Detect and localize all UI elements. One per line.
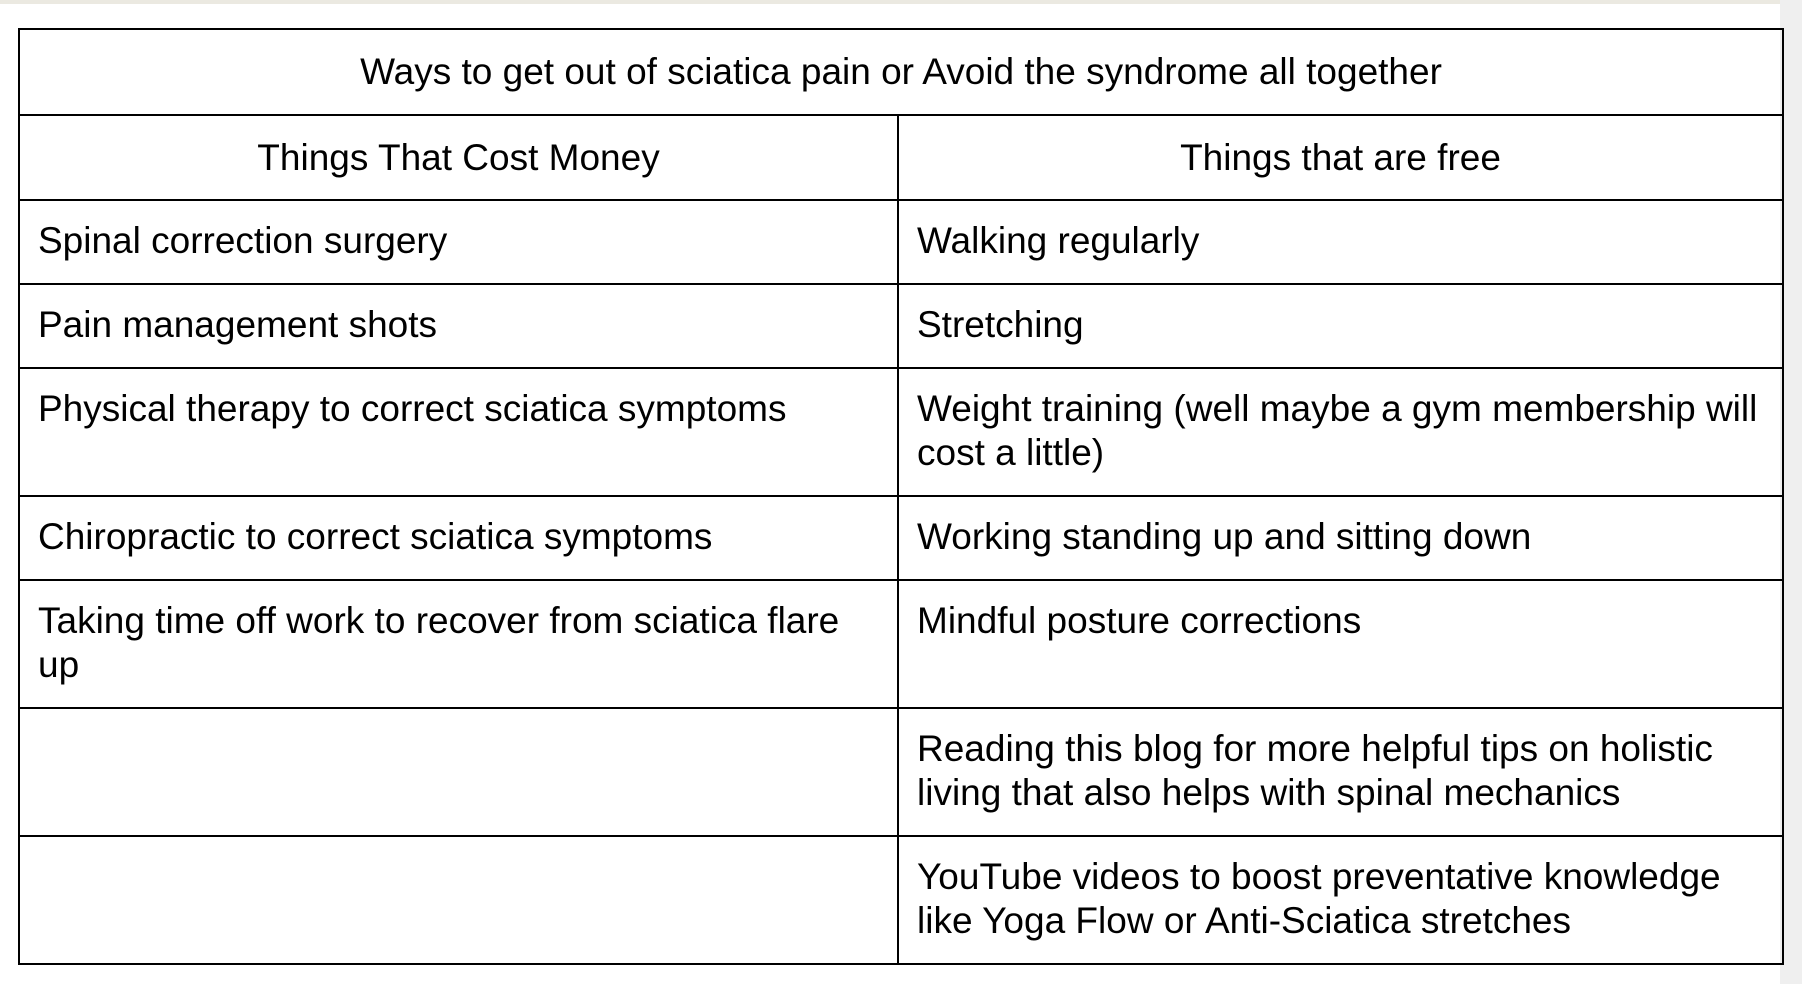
table-title: Ways to get out of sciatica pain or Avoid the syndrome all together xyxy=(19,29,1783,115)
free-cell: Stretching xyxy=(898,284,1783,368)
cost-cell xyxy=(19,708,898,836)
free-cell: Weight training (well maybe a gym membership will cost a little) xyxy=(898,368,1783,496)
table-header-row xyxy=(19,115,1783,200)
cost-cell: Pain management shots xyxy=(19,284,898,368)
free-cell: Reading this blog for more helpful tips on holistic living that also helps with spinal mechanics xyxy=(898,708,1783,836)
free-cell: Mindful posture corrections xyxy=(898,580,1783,708)
top-border-strip xyxy=(0,0,1802,4)
cost-cell: Chiropractic to correct sciatica symptoms xyxy=(19,496,898,580)
free-cell: Working standing up and sitting down xyxy=(898,496,1783,580)
free-cell: Walking regularly xyxy=(898,200,1783,284)
cost-cell: Spinal correction surgery xyxy=(19,200,898,284)
cost-cell: Physical therapy to correct sciatica symptoms xyxy=(19,368,898,496)
table-row xyxy=(19,580,1783,708)
table-row xyxy=(19,284,1783,368)
table-row xyxy=(19,496,1783,580)
table-title-row xyxy=(19,29,1783,115)
column-header-cost-money: Things That Cost Money xyxy=(19,115,898,200)
table-row xyxy=(19,708,1783,836)
cost-cell: Taking time off work to recover from sciatica flare up xyxy=(19,580,898,708)
column-header-free: Things that are free xyxy=(898,115,1783,200)
free-cell: YouTube videos to boost preventative knowledge like Yoga Flow or Anti-Sciatica stretches xyxy=(898,836,1783,964)
table-row xyxy=(19,368,1783,496)
sciatica-comparison-table xyxy=(18,28,1784,965)
cost-cell xyxy=(19,836,898,964)
table-row xyxy=(19,200,1783,284)
table-row xyxy=(19,836,1783,964)
sciatica-table-container xyxy=(18,28,1782,965)
